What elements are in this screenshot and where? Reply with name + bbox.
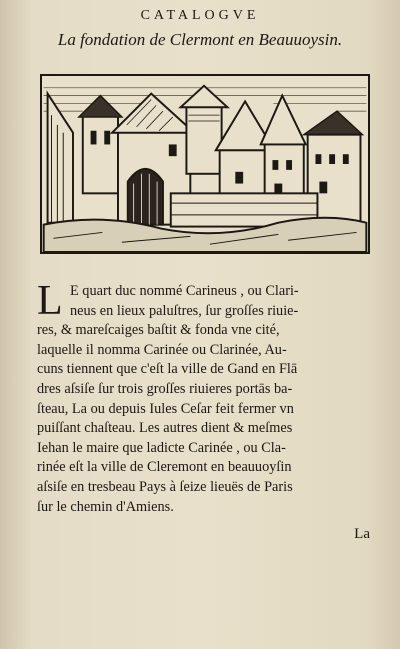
text-line: E quart duc nommé Carineus , ou Clari- bbox=[70, 283, 299, 299]
text-line: neus en lieux paluſtres, ſur groſſes riuie- bbox=[70, 302, 299, 319]
text-line: Iehan le maire que ladicte Carinée , ou Cla- bbox=[37, 439, 286, 456]
text-line: puiſſant chaſteau. Les autres dient & meſmes bbox=[37, 420, 293, 437]
text-line: cuns tiennent que c'eſt la ville de Gand en Flā bbox=[37, 361, 298, 378]
drop-cap: L bbox=[37, 278, 63, 324]
catchword: La bbox=[354, 526, 370, 542]
text-line: ſteau, La ou depuis Iules Ceſar feit fermer vn bbox=[37, 400, 294, 417]
chapter-title: La fondation de Clermont en Beauuoysin. bbox=[57, 30, 343, 49]
town-woodcut-illustration bbox=[40, 74, 370, 254]
text-line: ſur le chemin d'Amiens. bbox=[37, 498, 174, 515]
body-text bbox=[37, 278, 377, 517]
text-line: res, & mareſcaiges baſtit & fonda vne cité, bbox=[37, 322, 280, 339]
text-line: aſsiſe en tresbeau Pays à ſeize lieuës de Paris bbox=[37, 478, 293, 495]
text-line: dres aſsiſe ſur trois groſſes riuieres portās ba- bbox=[37, 380, 293, 397]
running-head: CATALOGVE bbox=[140, 8, 260, 23]
text-line: rinée eſt la ville de Cleremont en beauuoyſin bbox=[37, 459, 292, 476]
woodcut-graphic bbox=[42, 76, 368, 252]
text-line: laquelle il nomma Carinée ou Clarinée, Au- bbox=[37, 341, 287, 358]
